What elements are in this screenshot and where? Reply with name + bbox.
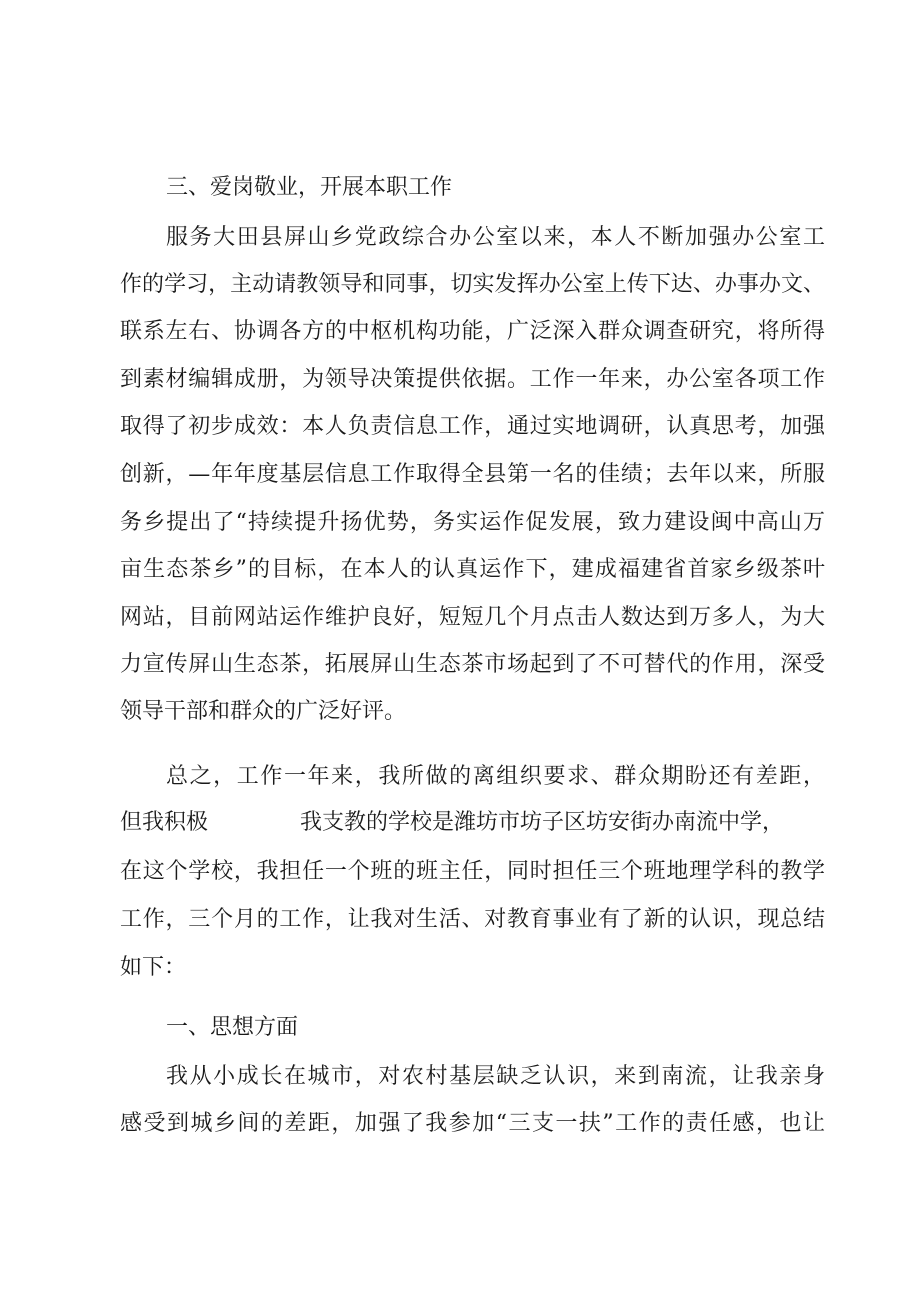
paragraph-line: 领导干部和群众的广泛好评。 xyxy=(120,699,407,724)
paragraph-fragment: 但我积极 xyxy=(120,810,209,835)
paragraph-line: 到素材编辑成册，为领导决策提供依据。工作一年来，办公室各项工作 xyxy=(120,367,825,392)
paragraph-line: 如下： xyxy=(120,955,187,980)
paragraph-line: 联系左右、协调各方的中枢机构功能，广泛深入群众调查研究，将所得 xyxy=(120,319,825,344)
paragraph-line: 务乡提出了“持续提升扬优势，务实运作促发展，致力建设闽中高山万 xyxy=(120,510,825,535)
paragraph-line: 总之，工作一年来，我所做的离组织要求、群众期盼还有差距， xyxy=(166,764,825,789)
section-heading-1: 一、思想方面 xyxy=(166,1015,299,1040)
paragraph-line: 取得了初步成效：本人负责信息工作，通过实地调研，认真思考，加强 xyxy=(120,414,825,439)
paragraph-fragment: 我支教的学校是潍坊市坊子区坊安街办南流中学， xyxy=(300,810,785,835)
paragraph-line: 工作，三个月的工作，让我对生活、对教育事业有了新的认识，现总结 xyxy=(120,907,825,932)
paragraph-line: 亩生态茶乡”的目标，在本人的认真运作下，建成福建省首家乡级茶叶 xyxy=(120,557,825,582)
paragraph-line-split xyxy=(120,808,825,838)
paragraph-line: 作的学习，主动请教领导和同事，切实发挥办公室上传下达、办事办文、 xyxy=(120,272,825,297)
paragraph-line: 力宣传屏山生态茶，拓展屏山生态茶市场起到了不可替代的作用，深受 xyxy=(120,652,825,677)
paragraph-line: 创新，—年年度基层信息工作取得全县第一名的佳绩；去年以来，所服 xyxy=(120,462,825,487)
paragraph-line: 我从小成长在城市，对农村基层缺乏认识，来到南流，让我亲身 xyxy=(166,1064,825,1089)
paragraph-line: 网站，目前网站运作维护良好，短短几个月点击人数达到万多人，为大 xyxy=(120,605,825,630)
paragraph-line: 在这个学校，我担任一个班的班主任，同时担任三个班地理学科的教学 xyxy=(120,859,825,884)
paragraph-line: 服务大田县屏山乡党政综合办公室以来，本人不断加强办公室工 xyxy=(166,225,825,250)
section-heading-3: 三、爱岗敬业，开展本职工作 xyxy=(166,175,453,200)
paragraph-line: 感受到城乡间的差距，加强了我参加“三支一扶”工作的责任感，也让 xyxy=(120,1111,825,1136)
